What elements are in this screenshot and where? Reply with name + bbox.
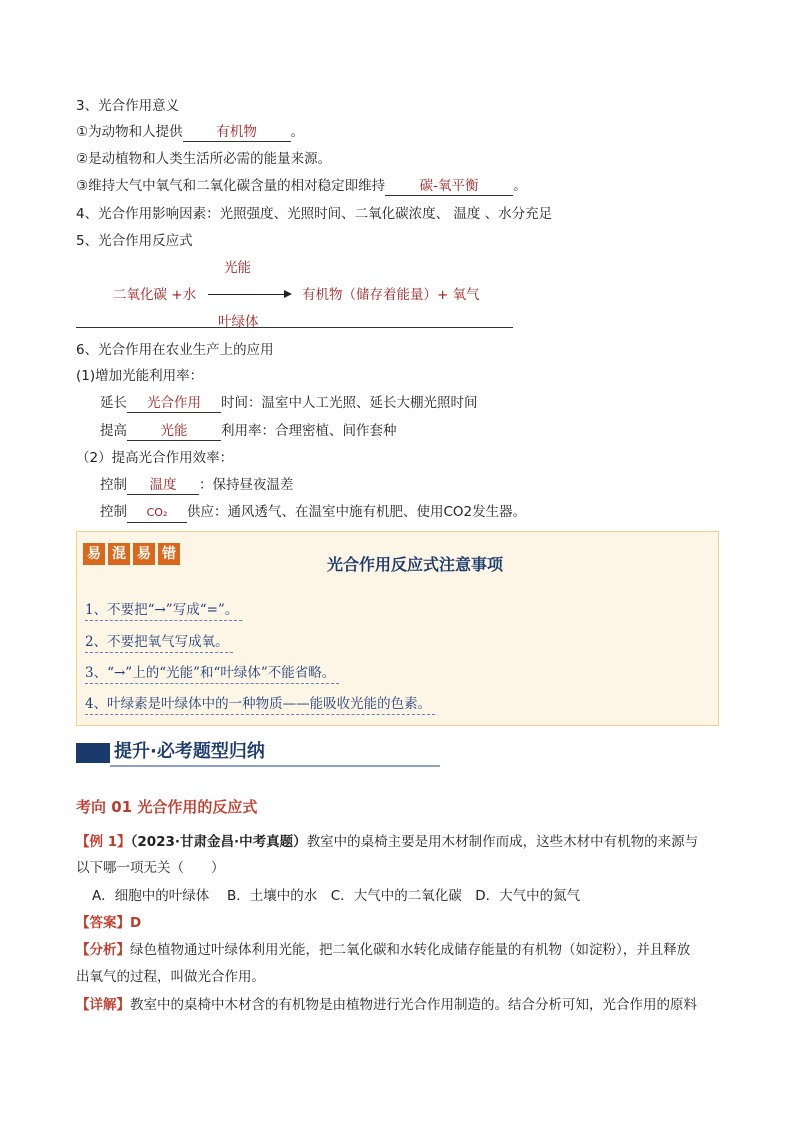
example-options: A．细胞中的叶绿体 B．土壤中的水 C．大气中的二氧化碳 D．大气中的氮气 [92, 888, 581, 904]
tip-item: 2、不要把氧气写成氧。 [85, 632, 233, 653]
tip-item: 1、不要把“→”写成“=”。 [85, 600, 242, 621]
detail-text: 教室中的桌椅中木材含的有机物是由植物进行光合作用制造的。结合分析可知，光合作用的原料 [130, 997, 697, 1013]
line-text: 时间：温室中人工光照、延长大棚光照时间 [221, 395, 478, 411]
example-answer [76, 913, 141, 933]
section-6-title: 6、光合作用在农业生产上的应用 [76, 342, 274, 358]
answer-blank: 光合作用 [127, 394, 221, 413]
section-6-sub-1: (1)增加光能利用率： [76, 368, 204, 384]
analysis-label: 【分析】 [76, 942, 130, 958]
line-text: 供应：通风透气、在温室中施有机肥、使用CO2发生器。 [187, 504, 527, 520]
line-text: 提高 [100, 423, 127, 439]
condition-light: 光能 [224, 260, 251, 276]
badge-char: 混 [108, 543, 130, 565]
answer-blank: CO₂ [127, 504, 187, 523]
section-3-line-3 [76, 176, 527, 196]
tips-box-title: 光合作用反应式注意事项 [327, 555, 504, 574]
arrow-right-icon [284, 290, 292, 298]
section-3-line-1 [76, 122, 304, 142]
example-label: 【例 1】 [76, 834, 131, 850]
question-text: 教室中的桌椅主要是用木材制作而成，这些木材中有机物的来源与 [306, 834, 699, 850]
banner-block [76, 743, 110, 763]
section-banner-title: 提升·必考题型归纳 [114, 741, 265, 762]
badge-char: 错 [158, 543, 180, 565]
example-question-line-1 [76, 832, 698, 852]
tip-item: 4、叶绿素是叶绿体中的一种物质——能吸收光能的色素。 [85, 694, 435, 715]
example-analysis-line-1 [76, 940, 690, 960]
line-text: 控制 [100, 477, 127, 493]
line-text: ①为动物和人提供 [76, 124, 183, 140]
kaoxiang-title: 考向 01 光合作用的反应式 [76, 798, 258, 816]
line-text: ③维持大气中氧气和二氧化碳含量的相对稳定即维持 [76, 178, 386, 194]
banner-underline [110, 765, 440, 767]
line-text: 利用率：合理密植、间作套种 [221, 423, 397, 439]
example-question-line-2: 以下哪一项无关（ ） [76, 860, 225, 876]
example-analysis-line-2: 出氧气的过程，叫做光合作用。 [76, 969, 265, 985]
section-6-line-a1 [100, 393, 478, 413]
answer-blank: 温度 [127, 476, 199, 495]
section-6-line-a2 [100, 421, 397, 441]
products: 有机物（储存着能量）+ 氧气 [302, 287, 480, 303]
example-source: （2023·甘肃金昌·中考真题） [130, 834, 307, 850]
line-text: 。 [290, 124, 305, 140]
answer-value: D [130, 915, 142, 931]
condition-chloroplast: 叶绿体 [218, 314, 259, 330]
section-6-sub-2: （2）提高光合作用效率： [76, 450, 234, 466]
tips-box [76, 531, 719, 726]
analysis-text: 绿色植物通过叶绿体利用光能，把二氧化碳和水转化成储存能量的有机物（如淀粉），并且释放 [130, 942, 691, 958]
example-detail-line-1 [76, 995, 697, 1015]
section-6-line-b2 [100, 502, 526, 523]
badge-char: 易 [83, 543, 105, 565]
badge-char: 易 [133, 543, 155, 565]
line-text: 4、光合作用影响因素：光照强度、光照时间、二氧化碳浓度、 [76, 206, 450, 222]
line-text: ：保持昼夜温差 [199, 477, 294, 493]
line-text: 。 [513, 178, 527, 194]
reaction-arrow-line [208, 294, 286, 295]
detail-label: 【详解】 [76, 997, 130, 1013]
answer-blank: 碳-氧平衡 [385, 177, 513, 196]
section-3-title: 3、光合作用意义 [76, 98, 180, 114]
section-5-title: 5、光合作用反应式 [76, 233, 193, 249]
keyword-temperature: 温度 [453, 206, 481, 222]
line-text: 、水分充足 [484, 206, 553, 222]
line-text: 延长 [100, 395, 127, 411]
answer-label: 【答案】 [76, 915, 130, 931]
tip-item: 3、“→”上的“光能”和“叶绿体”不能省略。 [85, 663, 339, 684]
section-6-line-b1 [100, 475, 294, 495]
section-3-line-2: ②是动植物和人类生活所必需的能量来源。 [76, 151, 332, 167]
line-text: 控制 [100, 504, 127, 520]
reactants: 二氧化碳 +水 [113, 287, 197, 303]
answer-blank: 光能 [127, 422, 221, 441]
section-4-line [76, 204, 552, 224]
answer-blank: 有机物 [183, 123, 291, 142]
equation-underline [76, 327, 513, 328]
